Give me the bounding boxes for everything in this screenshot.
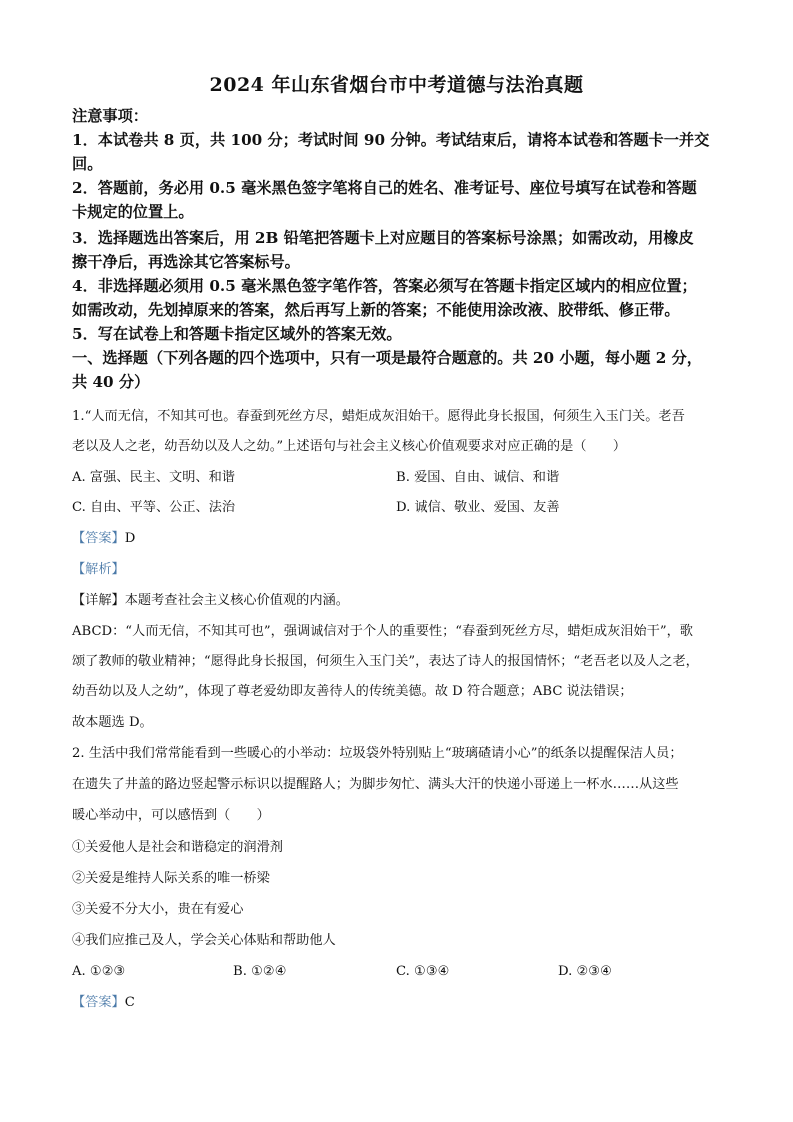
notice-line: 2．答题前，务必用 0.5 毫米黑色签字笔将自己的姓名、准考证号、座位号填写在试卷和答题 <box>72 179 697 197</box>
q2-stem: 在遗失了井盖的路边竖起警示标识以提醒路人；为脚步匆忙、满头大汗的快递小哥递上一杯水……从这些 <box>72 777 679 792</box>
q2-stem: 2. 生活中我们常常能看到一些暖心的小举动：垃圾袋外特别贴上“玻璃碴请小心”的纸条以提醒保洁人员； <box>72 746 683 761</box>
q1-option-d: D. 诚信、敬业、爱国、友善 <box>396 500 560 515</box>
section-heading: 共 40 分） <box>72 373 150 391</box>
q2-option-c: C. ①③④ <box>396 964 450 979</box>
q1-option-c: C. 自由、平等、公正、法治 <box>72 500 236 515</box>
q2-statement: ③关爱不分大小，贵在有爱心 <box>72 902 244 917</box>
q2-answer <box>72 988 732 1019</box>
answer-label: 【答案】 <box>72 995 125 1010</box>
notice-line: 卡规定的位置上。 <box>72 203 194 221</box>
answer-label: 【答案】 <box>72 531 125 546</box>
detail-label: 【详解】 <box>72 593 125 608</box>
q1-detail <box>72 586 732 617</box>
notice-line: 1．本试卷共 8 页，共 100 分；考试时间 90 分钟。考试结束后，请将本试卷和答题卡一并交 <box>72 131 710 149</box>
detail-text: 本题考查社会主义核心价值观的内涵。 <box>124 593 349 608</box>
q2-statement: ④我们应推己及人，学会关心体贴和帮助他人 <box>72 933 336 948</box>
q1-answer <box>72 524 732 555</box>
page-title: 2024 年山东省烟台市中考道德与法治真题 <box>209 74 584 96</box>
notice-heading: 注意事项： <box>72 107 148 125</box>
notice-line: 4．非选择题必须用 0.5 毫米黑色签字笔作答，答案必须写在答题卡指定区域内的相应位置； <box>72 277 697 295</box>
q1-stem: 1.“人而无信，不知其可也。春蚕到死丝方尽，蜡炬成灰泪始干。愿得此身长报国，何须生入玉门关。老吾 <box>72 409 685 424</box>
q1-explanation: ABCD：“人而无信，不知其可也”，强调诚信对于个人的重要性；“春蚕到死丝方尽，蜡炬成灰泪始干”，歌 <box>72 624 693 639</box>
analysis-label: 【解析】 <box>72 562 125 577</box>
q1-option-a: A. 富强、民主、文明、和谐 <box>72 470 235 485</box>
q1-option-b: B. 爱国、自由、诚信、和谐 <box>396 470 560 485</box>
q2-stem: 暖心举动中，可以感悟到（ ） <box>72 808 270 823</box>
q2-option-a: A. ①②③ <box>72 964 126 979</box>
q2-option-b: B. ①②④ <box>233 964 287 979</box>
q1-explanation: 幼吾幼以及人之幼”，体现了尊老爱幼即友善待人的传统美德。故 D 符合题意；ABC 说法错误； <box>72 684 633 699</box>
q1-stem: 老以及人之老，幼吾幼以及人之幼。”上述语句与社会主义核心价值观要求对应正确的是（ ） <box>72 439 627 454</box>
q2-statement: ②关爱是维持人际关系的唯一桥梁 <box>72 871 270 886</box>
notice-line: 如需改动，先划掉原来的答案，然后再写上新的答案；不能使用涂改液、胶带纸、修正带。 <box>72 301 680 319</box>
q1-explanation: 颂了教师的敬业精神；“愿得此身长报国，何须生入玉门关”，表达了诗人的报国情怀；“老吾老以及人之老， <box>72 654 699 669</box>
notice-line: 3．选择题选出答案后，用 2B 铅笔把答题卡上对应题目的答案标号涂黑；如需改动，用橡皮 <box>72 229 694 247</box>
notice-line: 擦干净后，再选涂其它答案标号。 <box>72 253 300 271</box>
notice-line: 5．写在试卷上和答题卡指定区域外的答案无效。 <box>72 325 402 343</box>
section-heading: 一、选择题（下列各题的四个选项中，只有一项是最符合题意的。共 20 小题，每小题 2 分， <box>72 349 702 367</box>
answer-value: D <box>124 531 136 546</box>
notice-line: 回。 <box>72 155 103 173</box>
q1-explanation: 故本题选 D。 <box>72 715 153 730</box>
answer-value: C <box>124 995 135 1010</box>
q2-option-d: D. ②③④ <box>558 964 612 979</box>
q2-statement: ①关爱他人是社会和谐稳定的润滑剂 <box>72 840 283 855</box>
